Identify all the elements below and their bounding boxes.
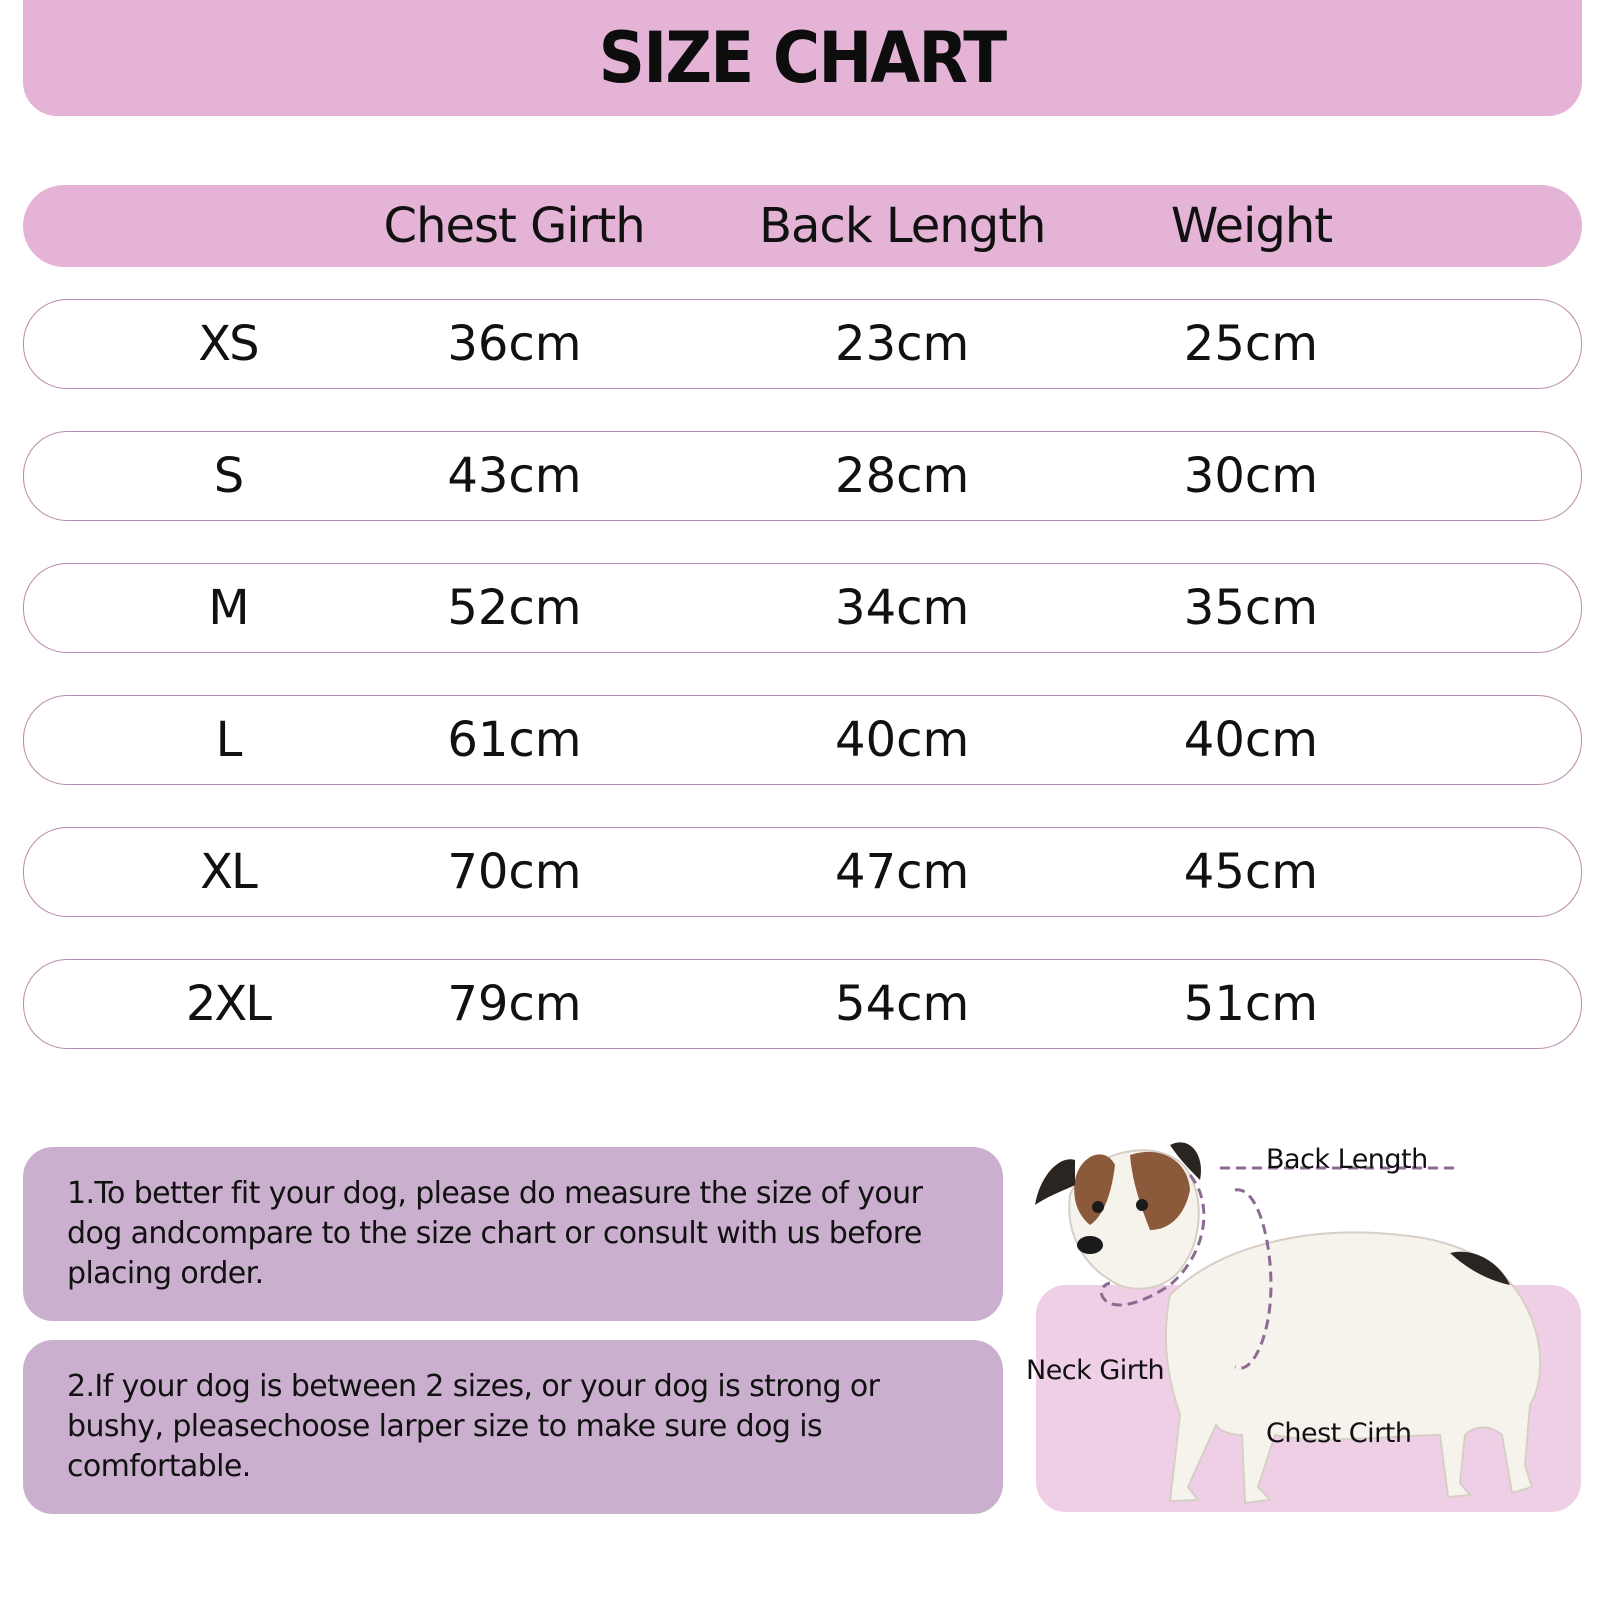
size-label: S [213, 448, 243, 504]
table-row [23, 695, 1582, 785]
size-label: XL [200, 844, 256, 900]
neck-girth-label: Neck Girth [1026, 1355, 1165, 1386]
chest-value: 43cm [447, 448, 582, 504]
back-value: 23cm [835, 316, 970, 372]
note-1 [23, 1147, 1003, 1321]
dog-eye-right [1136, 1199, 1148, 1211]
table-row [23, 563, 1582, 653]
size-label: L [215, 712, 241, 768]
back-value: 40cm [835, 712, 970, 768]
dog-illustration [1020, 1135, 1585, 1517]
weight-value: 45cm [1183, 844, 1319, 900]
chest-value: 61cm [447, 712, 582, 768]
chest-value: 70cm [447, 844, 582, 900]
weight-value: 51cm [1183, 976, 1319, 1032]
back-value: 34cm [835, 580, 970, 636]
size-label: XS [198, 316, 258, 372]
back-value: 47cm [835, 844, 970, 900]
title-banner [23, 0, 1582, 116]
weight-value: 30cm [1183, 448, 1319, 504]
note-2-text: 2.If your dog is between 2 sizes, or your dog is strong or bushy, pleasechoose larper size to make sure dog is comfortable. [67, 1369, 880, 1484]
header-back-length: Back Length [759, 198, 1046, 254]
chest-value: 36cm [447, 316, 582, 372]
table-row [23, 431, 1582, 521]
size-label: 2XL [185, 976, 271, 1032]
back-value: 54cm [835, 976, 970, 1032]
table-header [23, 185, 1582, 267]
dog-nose [1077, 1236, 1103, 1254]
weight-value: 25cm [1183, 316, 1319, 372]
chest-value: 52cm [447, 580, 582, 636]
back-length-label: Back Length [1266, 1144, 1428, 1175]
back-value: 28cm [835, 448, 970, 504]
table-row [23, 299, 1582, 389]
note-1-text: 1.To better fit your dog, please do measure the size of your dog andcompare to the size chart or consult with us before placing order. [67, 1176, 923, 1291]
table-row [23, 827, 1582, 917]
dog-eye-left [1092, 1201, 1104, 1213]
header-weight: Weight [1170, 198, 1333, 254]
weight-value: 35cm [1183, 580, 1319, 636]
header-chest-girth: Chest Girth [383, 198, 645, 254]
chest-girth-label: Chest Cirth [1266, 1418, 1412, 1449]
size-label: M [208, 580, 248, 636]
weight-value: 40cm [1183, 712, 1319, 768]
note-2 [23, 1340, 1003, 1514]
page-title: SIZE CHART [599, 17, 1006, 99]
chest-value: 79cm [447, 976, 582, 1032]
table-row [23, 959, 1582, 1049]
